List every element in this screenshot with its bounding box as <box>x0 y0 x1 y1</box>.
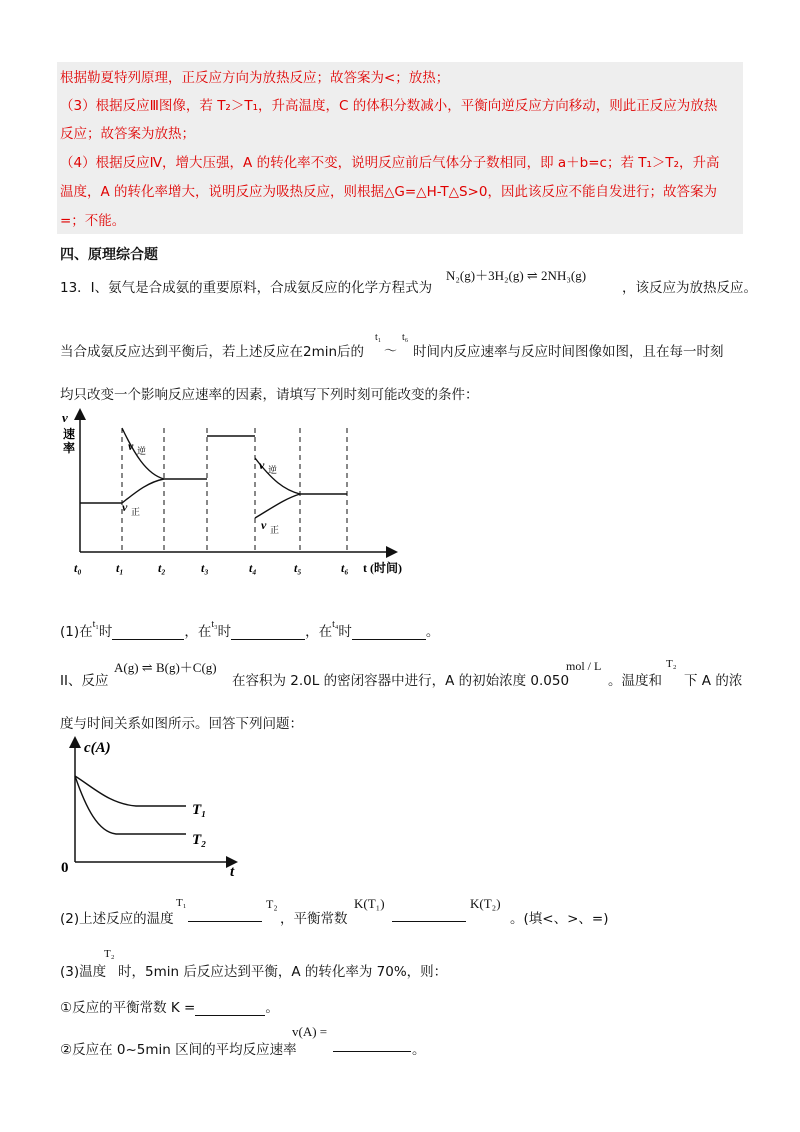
question-1 <box>60 620 439 640</box>
y-label-v: v <box>62 410 68 425</box>
tick-t3: t₃ <box>201 561 209 575</box>
part2-text-2: 。温度和 <box>608 673 662 689</box>
tick-t6: t₆ <box>341 561 349 575</box>
part2-prefix: II、反应 <box>60 673 109 689</box>
answer-line-4: （4）根据反应Ⅳ，增大压强，A 的转化率不变，说明反应前后气体分子数相同，即 a＋b=c；若 T₁＞T₂，升高 <box>60 155 720 171</box>
q3-part2-text: ②反应在 0~5min 区间的平均反应速率 <box>60 1042 297 1058</box>
q1-shi-3: 时 <box>338 624 352 640</box>
label-v-reverse-1: v <box>128 439 134 453</box>
curve-T1 <box>75 776 186 806</box>
tick-t1: t₁ <box>116 561 124 575</box>
answer-line-2: （3）根据反应Ⅲ图像，若 T₂＞T₁，升高温度，C 的体积分数减小，平衡向逆反应方向移动，则此正反应为放热 <box>60 98 718 114</box>
tilde: ～ <box>384 343 398 358</box>
label-v-reverse-2: v <box>259 458 265 472</box>
q2-K2: K(T₂) <box>470 896 501 911</box>
q3-part1-text: ①反应的平衡常数 K = <box>60 1000 196 1016</box>
q13-line2-end: 时间内反应速率与反应时间图像如图，且在每一时刻 <box>413 344 724 360</box>
q3-part1 <box>60 996 279 1016</box>
q13-intro-text: 13．I、氨气是合成氨的重要原料，合成氨反应的化学方程式为 <box>60 280 433 296</box>
t6-label: t₆ <box>402 332 409 343</box>
q3-T2: T₂ <box>104 948 115 960</box>
q13-line2-start: 当合成氨反应达到平衡后，若上述反应在2min后的 <box>60 344 365 360</box>
q2-k-text: ，平衡常数 <box>280 911 348 927</box>
q13-intro <box>60 276 432 296</box>
q2-blank-temperature[interactable] <box>188 907 262 922</box>
part2-text-3: 下 A 的浓 <box>684 673 743 689</box>
y-label-rate-2: 率 <box>63 441 76 455</box>
part2-equation: A(g) ⇌ B(g)＋C(g) <box>114 660 217 675</box>
tick-t2: t₂ <box>158 561 166 575</box>
answer-box <box>57 62 743 234</box>
label-v-forward-2: v <box>261 518 267 532</box>
q13-line3: 均只改变一个影响反应速率的因素，请填写下列时刻可能改变的条件： <box>60 387 479 403</box>
answer-line-1: 根据勒夏特列原理，正反应方向为放热反应；故答案为<；放热； <box>60 70 450 86</box>
part2-T2: T₂ <box>666 658 677 670</box>
x-axis-label: t (时间) <box>363 561 402 575</box>
label-v-forward-1: v <box>122 500 128 514</box>
rate-time-graph <box>58 408 428 580</box>
haber-equation: N₂(g)＋3H₂(g) ⇌ 2NH₃(g) <box>446 268 587 283</box>
part2-unit: mol / L <box>566 659 602 673</box>
q1-zai-2: ，在 <box>184 624 212 640</box>
x-label-t: t <box>230 864 235 876</box>
answer-line-6: =；不能。 <box>60 213 126 229</box>
q2-blank-k-wrap <box>392 906 466 922</box>
q2-blank-wrap <box>188 906 262 922</box>
q1-blank-t3[interactable] <box>231 625 305 640</box>
q1-blank-t4[interactable] <box>352 625 426 640</box>
q2-T1: T₁ <box>176 897 187 909</box>
q3-text: 时，5min 后反应达到平衡，A 的转化率为 70%，则： <box>118 964 448 980</box>
v-forward-curve-1 <box>122 479 164 503</box>
t1-label: t₁ <box>375 332 382 343</box>
q3-prefix: (3)温度 <box>60 964 107 980</box>
label-reverse-sub-1: 逆 <box>137 447 147 457</box>
q3-blank-rate[interactable] <box>333 1037 411 1052</box>
q1-period: 。 <box>425 624 440 640</box>
q1-zai-3: ，在 <box>305 624 333 640</box>
q2-prefix: (2)上述反应的温度 <box>60 911 174 927</box>
y-label-cA: c(A) <box>84 740 111 756</box>
curve-label-T1: T₁ <box>192 802 207 818</box>
q2-K1: K(T₁) <box>354 896 385 911</box>
label-forward-sub-2: 正 <box>270 526 280 536</box>
tick-t0: t₀ <box>74 561 82 575</box>
q3-vA: v(A) = <box>292 1024 328 1039</box>
concentration-time-graph <box>58 736 248 876</box>
section-title: 四、原理综合题 <box>60 247 158 263</box>
tick-t4: t₄ <box>249 561 257 575</box>
curve-label-T2: T₂ <box>192 832 207 848</box>
y-label-rate-1: 速 <box>63 427 76 441</box>
q13-intro-end: ，该反应为放热反应。 <box>622 280 757 296</box>
q2-T2: T₂ <box>266 897 278 911</box>
v-forward-curve-2 <box>255 494 300 518</box>
q1-t1: t₁ <box>92 619 99 630</box>
q3-part1-end: 。 <box>265 1000 279 1016</box>
q2-blank-k[interactable] <box>392 907 466 922</box>
part2-text: 在容积为 2.0L 的密闭容器中进行，A 的初始浓度 0.050 <box>232 673 570 689</box>
q3-blank-K[interactable] <box>195 1001 265 1016</box>
answer-line-5: 温度，A 的转化率增大，说明反应为吸热反应，则根据△G=△H-T△S>0，因此该反应不能自发进行；故答案为 <box>60 184 717 200</box>
q3-part2-end: 。 <box>412 1042 426 1058</box>
q1-shi-1: 时 <box>98 624 113 640</box>
origin-label: 0 <box>61 860 69 876</box>
q1-shi-2: 时 <box>217 624 232 640</box>
q2-hint: 。(填<、>、=) <box>510 911 609 927</box>
q1-t4: t₄ <box>332 619 339 630</box>
tick-t5: t₅ <box>294 561 302 575</box>
q1-prefix: (1)在 <box>60 624 93 640</box>
q1-blank-t1[interactable] <box>112 625 184 640</box>
label-forward-sub-1: 正 <box>131 508 141 518</box>
answer-line-3: 反应；故答案为放热； <box>60 126 195 142</box>
q1-t3: t₃ <box>211 619 218 630</box>
label-reverse-sub-2: 逆 <box>268 466 278 476</box>
q3-blank-v-wrap <box>333 1036 411 1052</box>
part2-line2: 度与时间关系如图所示。回答下列问题： <box>60 716 303 732</box>
